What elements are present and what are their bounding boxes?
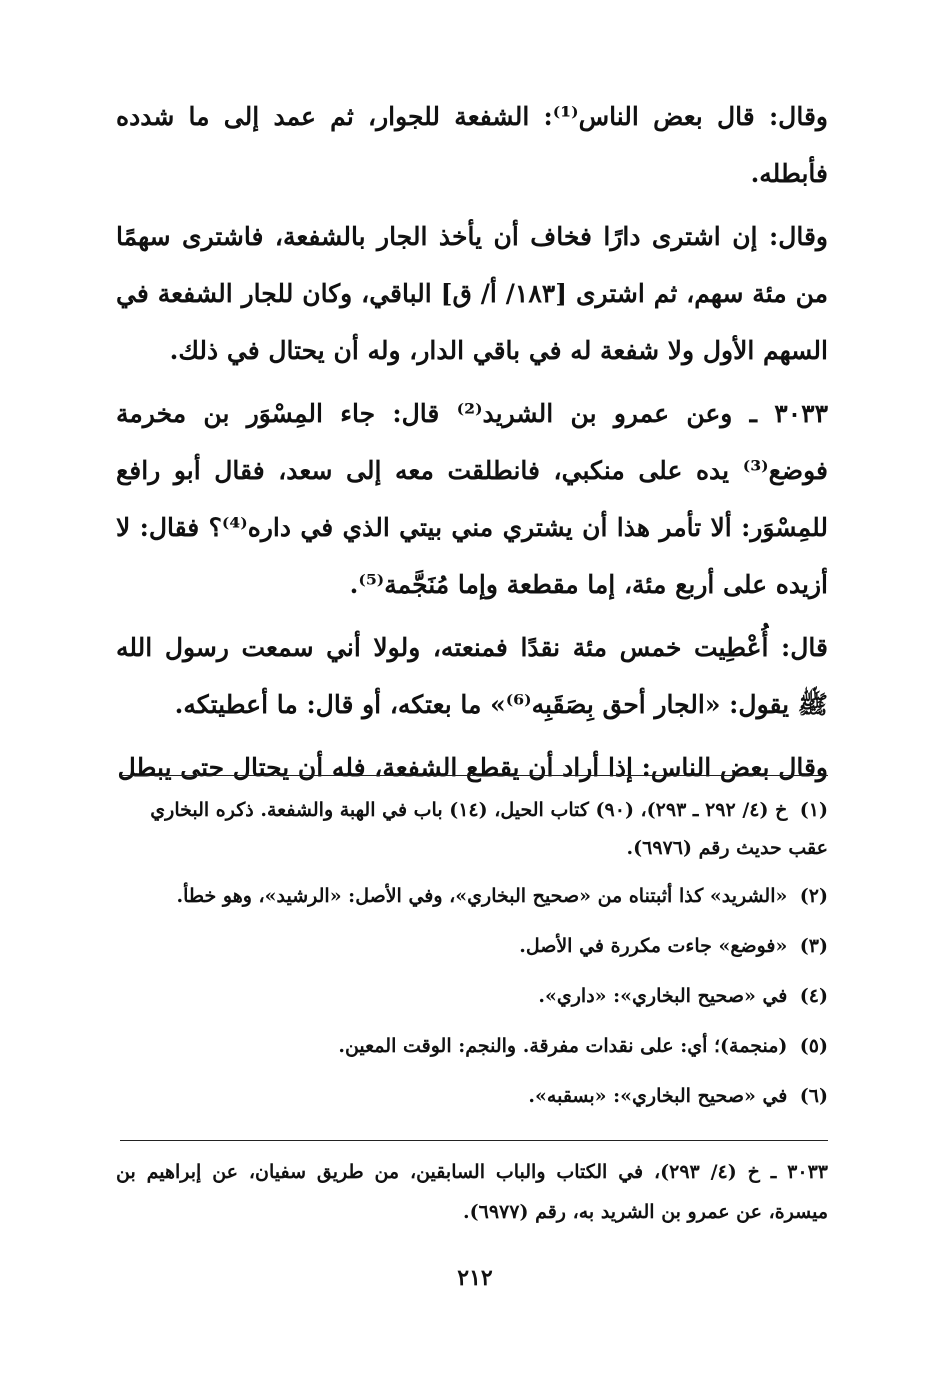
footnote-1: [116, 791, 828, 867]
main-text: [116, 88, 828, 796]
footnote-5: [116, 1027, 828, 1065]
footnote-text: «فوضع» جاءت مكررة في الأصل.: [519, 935, 788, 957]
source-note-block: [116, 1152, 828, 1232]
footnote-separator: [120, 775, 828, 776]
footnote-text: «الشريد» كذا أثبتناه من «صحيح البخاري»، وفي الأصل: «الرشيد»، وهو خطأ.: [176, 885, 788, 907]
paragraph-1: وقال: قال بعض الناس⁽¹⁾: الشفعة للجوار، ثم عمد إلى ما شدده فأبطله.: [116, 102, 828, 188]
footnotes: [116, 791, 828, 1115]
footnote-number: (٥): [799, 1035, 828, 1057]
footnote-text: (منجمة)؛ أي: على نقدات مفرقة. والنجم: الوقت المعين.: [338, 1035, 788, 1057]
footnote-6: [116, 1077, 828, 1115]
footnote-text: في «صحيح البخاري»: «بسقبه».: [528, 1085, 788, 1107]
footnote-number: (٣): [799, 935, 828, 957]
page-number: ٢١٢: [457, 1265, 493, 1291]
footnote-2: [116, 877, 828, 915]
footnote-4: [116, 977, 828, 1015]
footnote-text: في «صحيح البخاري»: «داري».: [538, 985, 788, 1007]
paragraph-2: وقال: إن اشترى دارًا فخاف أن يأخذ الجار بالشفعة، فاشترى سهمًا من مئة سهم، ثم اشترى [١٨٣/ أ/ ق] الباقي، وكان للجار الشفعة في السهم الأول ولا شفعة له في باقي الدار، وله أن يحتال في ذلك.: [116, 222, 829, 365]
footnote-number: (١): [799, 799, 828, 821]
footnote-number: (٤): [799, 985, 828, 1007]
source-separator: [120, 1140, 828, 1141]
paragraph-4: قال: أُعْطِيت خمس مئة نقدًا فمنعته، ولولا أني سمعت رسول الله ﷺ يقول: «الجار أحق بِصَقَبِه⁽⁶⁾» ما بعتكه، أو قال: ما أعطيتكه.: [116, 633, 828, 719]
paragraph-3-hadith-3033: ٣٠٣٣ ـ وعن عمرو بن الشريد⁽²⁾ قال: جاء المِسْوَر بن مخرمة فوضع⁽³⁾ يده على منكبي، فانطلقت معه إلى سعد، فقال أبو رافع للمِسْوَر: ألا تأمر هذا أن يشتري مني بيتي الذي في داره⁽⁴⁾؟ فقال: لا أزيده على أربع مئة، إما مقطعة وإما مُنَجَّمة⁽⁵⁾.: [116, 399, 828, 599]
footnote-number: (٢): [799, 885, 828, 907]
paragraph-5: وقال بعض الناس: إذا أراد أن يقطع الشفعة، فله أن يحتال حتى يبطل: [117, 753, 828, 782]
source-note: ٣٠٣٣ ـ خ (٤/ ٢٩٣)، في الكتاب والباب السابقين، من طريق سفيان، عن إبراهيم بن ميسرة، عن عمرو بن الشريد به، رقم (٦٩٧٧).: [116, 1161, 828, 1223]
footnote-3: [116, 927, 828, 965]
footnote-number: (٦): [799, 1085, 828, 1107]
footnote-text: خ (٤/ ٢٩٢ ـ ٢٩٣)، (٩٠) كتاب الحيل، (١٤) باب في الهبة والشفعة. ذكره البخاري عقب حديث رقم (٦٩٧٦).: [150, 799, 828, 859]
